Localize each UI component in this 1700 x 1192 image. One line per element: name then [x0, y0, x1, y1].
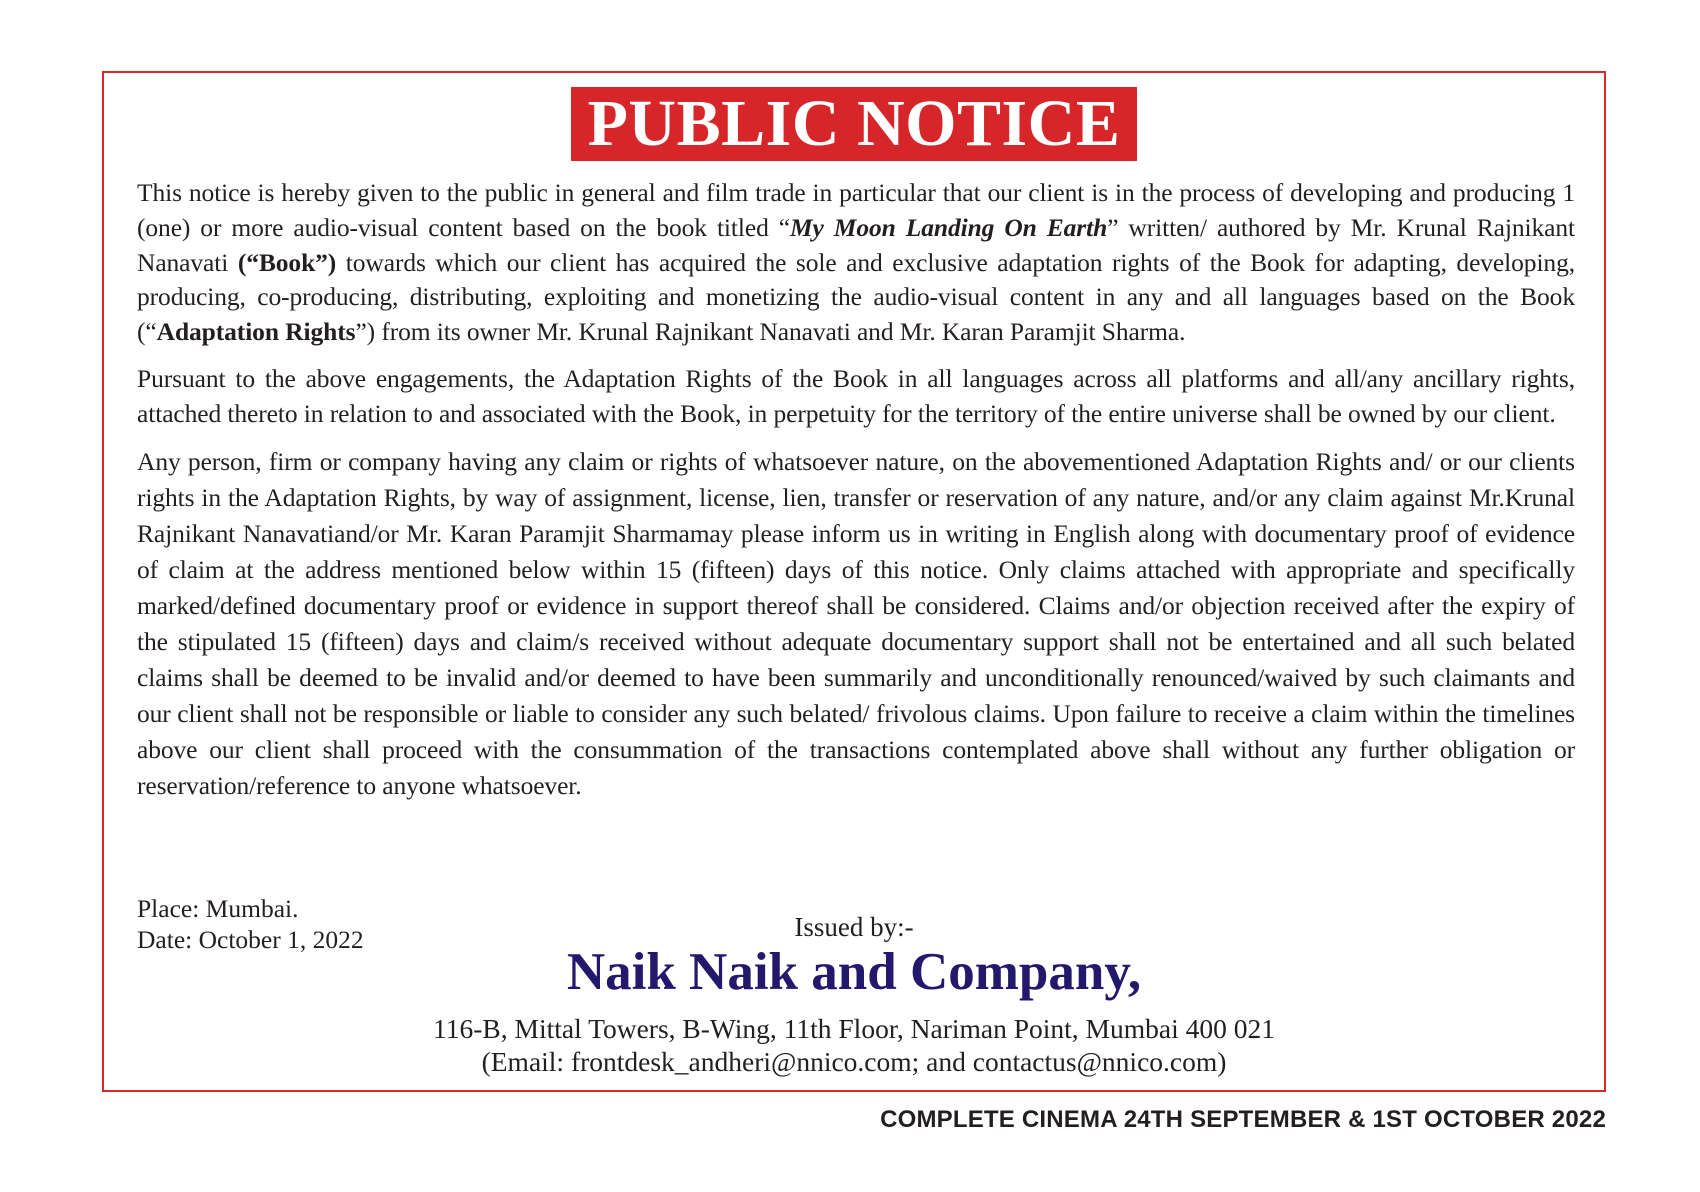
p1-text-b: ” written/ authored by Mr. Krunal Rajnikant Nanavati: [137, 212, 1575, 277]
contact-block: [104, 1012, 1604, 1078]
company-name: Naik Naik and Company,: [566, 943, 1142, 1001]
title-wrap: [104, 87, 1604, 161]
p1-text-d: ”) from its owner Mr. Krunal Rajnikant Nanavati and Mr. Karan Paramjit Sharma.: [355, 317, 1186, 347]
address: 116-B, Mittal Towers, B-Wing, 11th Floor, Nariman Point, Mumbai 400 021: [433, 1013, 1275, 1044]
issued-by: Issued by:-: [794, 912, 914, 942]
paragraph-1: [137, 176, 1575, 350]
p1-text-a: This notice is hereby given to the public in general and film trade in particular that our client is in the process of developing and producing 1 (one) or more audio-visual content based on the book titled “: [137, 178, 1575, 242]
notice-body: [137, 176, 1575, 817]
email: (Email: frontdesk_andheri@nnico.com; and contactus@nnico.com): [481, 1046, 1227, 1077]
book-definition: (“Book”): [237, 247, 337, 277]
p1-text-c: towards which our client has acquired the sole and exclusive adaptation rights of the Book for adapting, developing, producing, co-producing, distributing, exploiting and monetizing the audio-visual content in any and all languages based on the Book (“: [137, 247, 1575, 347]
publication-footer: COMPLETE CINEMA 24TH SEPTEMBER & 1ST OCTOBER 2022: [880, 1106, 1606, 1133]
rights-definition: Adaptation Rights: [156, 317, 356, 347]
paragraph-2: Pursuant to the above engagements, the Adaptation Rights of the Book in all languages across all platforms and all/any ancillary rights, attached thereto in relation to and associated with the Book, in perpetuity for the territory of the entire universe shall be owned by our client.: [137, 363, 1575, 428]
notice-title: PUBLIC NOTICE: [571, 87, 1138, 161]
place: Place: Mumbai.: [137, 894, 299, 923]
date: Date: October 1, 2022: [137, 925, 364, 954]
notice-border: [102, 71, 1606, 1092]
paragraph-3: Any person, firm or company having any claim or rights of whatsoever nature, on the abovementioned Adaptation Rights and/ or our clients rights in the Adaptation Rights, by way of assignment, license, lien, transfer or reservation of any nature, and/or any claim against Mr.Krunal Rajnikant Nanavatiand/or Mr. Karan Paramjit Sharmamay please inform us in writing in English along with documentary proof of evidence of claim at the address mentioned below within 15 (fifteen) days of this notice. Only claims attached with appropriate and specifically marked/defined documentary proof or evidence in support thereof shall be considered. Claims and/or objection received after the expiry of the stipulated 15 (fifteen) days and claim/s received without adequate documentary support shall not be entertained and all such belated claims shall be deemed to be invalid and/or deemed to have been summarily and unconditionally renounced/waived by such claimants and our client shall not be responsible or liable to consider any such belated/ frivolous claims. Upon failure to receive a claim within the timelines above our client shall proceed with the consummation of the transactions contemplated above shall without any further obligation or reservation/reference to anyone whatsoever.: [137, 446, 1575, 801]
book-title: My Moon Landing On Earth: [789, 212, 1108, 242]
